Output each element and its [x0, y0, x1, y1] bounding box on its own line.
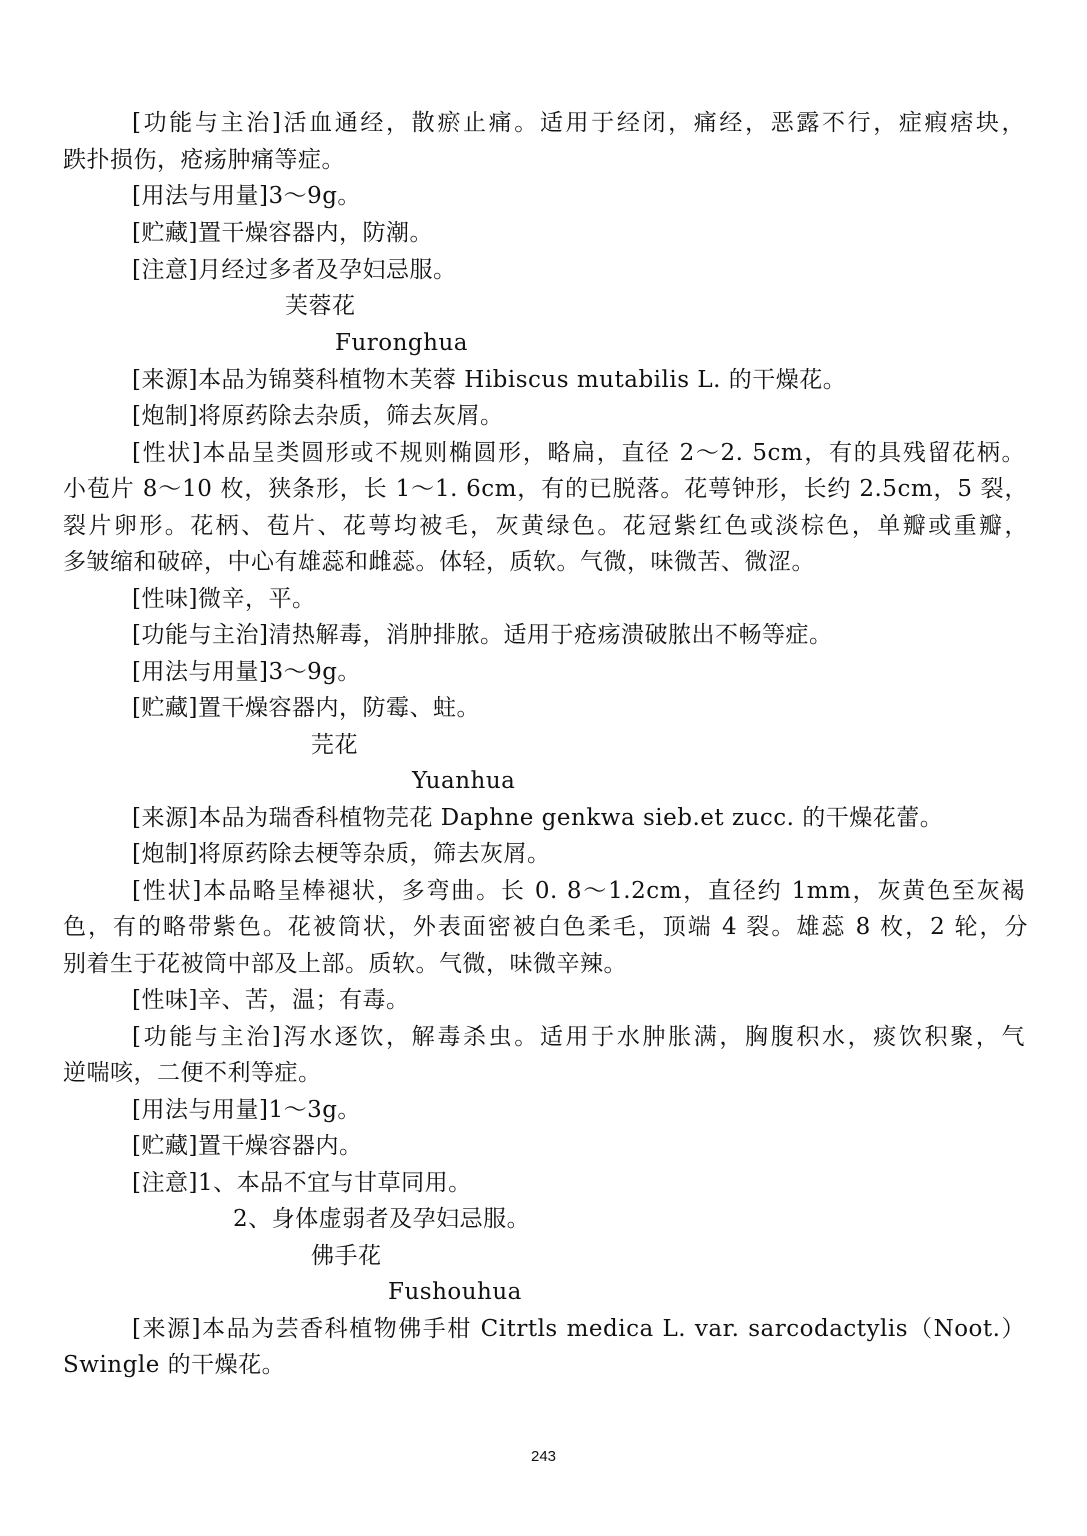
- text-line-continuation: 逆喘咳，二便不利等症。: [63, 1060, 322, 1086]
- text-line-description: [性状]本品呈类圆形或不规则椭圆形，略扁，直径 2～2. 5cm，有的具残留花柄。: [132, 440, 1025, 466]
- text-line-dosage: [用法与用量]3～9g。: [132, 183, 361, 209]
- text-line-nature-flavor: [性味]微辛，平。: [132, 586, 316, 612]
- text-line-source: [来源]本品为瑞香科植物芫花 Daphne genkwa sieb.et zucc. 的干燥花蕾。: [132, 805, 944, 831]
- text-line-source: [来源]本品为锦葵科植物木芙蓉 Hibiscus mutabilis L. 的干燥花。: [132, 367, 847, 393]
- text-line-function-indications: [功能与主治]活血通经，散瘀止痛。适用于经闭，痛经，恶露不行，症瘕痞块，: [132, 110, 1025, 136]
- page-number: 243: [530, 1448, 557, 1465]
- text-line-dosage: [用法与用量]1～3g。: [132, 1097, 361, 1123]
- entry-title-furonghua: 芙蓉花: [285, 293, 356, 319]
- text-line-source: [来源]本品为芸香科植物佛手柑 Citrtls medica L. var. sarcodactylis（Noot.）: [132, 1316, 1025, 1342]
- text-line-continuation: Swingle 的干燥花。: [63, 1352, 286, 1378]
- text-line-description-cont: 裂片卵形。花柄、苞片、花萼均被毛，灰黄绿色。花冠紫红色或淡棕色，单瓣或重瓣，: [63, 513, 1028, 539]
- text-line-function-indications: [功能与主治]泻水逐饮，解毒杀虫。适用于水肿胀满，胸腹积水，痰饮积聚，气: [132, 1024, 1025, 1050]
- text-line-processing: [炮制]将原药除去梗等杂质，筛去灰屑。: [132, 841, 551, 867]
- text-line-storage: [贮藏]置干燥容器内，防霉、蛀。: [132, 695, 480, 721]
- entry-title-fushouhua: 佛手花: [311, 1243, 382, 1269]
- entry-pinyin-fushouhua: Fushouhua: [388, 1279, 522, 1305]
- text-line-function-indications: [功能与主治]清热解毒，消肿排脓。适用于疮疡溃破脓出不畅等症。: [132, 622, 833, 648]
- text-line-nature-flavor: [性味]辛、苦，温；有毒。: [132, 987, 410, 1013]
- text-line-caution: [注意]月经过多者及孕妇忌服。: [132, 257, 457, 283]
- text-line-processing: [炮制]将原药除去杂质，筛去灰屑。: [132, 403, 504, 429]
- text-line-description-cont: 色，有的略带紫色。花被筒状，外表面密被白色柔毛，顶端 4 裂。雄蕊 8 枚，2 轮，分: [63, 914, 1028, 940]
- text-line-description-cont: 小苞片 8～10 枚，狭条形，长 1～1. 6cm，有的已脱落。花萼钟形，长约 2.5cm，5 裂，: [63, 476, 1028, 502]
- text-line-description-cont: 别着生于花被筒中部及上部。质软。气微，味微辛辣。: [63, 951, 627, 977]
- entry-pinyin-furonghua: Furonghua: [335, 330, 468, 356]
- text-line-description-cont: 多皱缩和破碎，中心有雄蕊和雌蕊。体轻，质软。气微，味微苦、微涩。: [63, 549, 815, 575]
- entry-title-yuanhua: 芫花: [311, 732, 358, 758]
- text-line-storage: [贮藏]置干燥容器内，防潮。: [132, 220, 433, 246]
- text-line-storage: [贮藏]置干燥容器内。: [132, 1133, 363, 1159]
- text-line-caution: [注意]1、本品不宜与甘草同用。: [132, 1170, 472, 1196]
- text-line-description: [性状]本品略呈棒褪状，多弯曲。长 0. 8～1.2cm，直径约 1mm，灰黄色至灰褐: [132, 878, 1025, 904]
- text-line-dosage: [用法与用量]3～9g。: [132, 659, 361, 685]
- entry-pinyin-yuanhua: Yuanhua: [412, 768, 516, 794]
- text-line-continuation: 跌扑损伤，疮疡肿痛等症。: [63, 147, 345, 173]
- text-line-caution-item: 2、身体虚弱者及孕妇忌服。: [233, 1206, 531, 1232]
